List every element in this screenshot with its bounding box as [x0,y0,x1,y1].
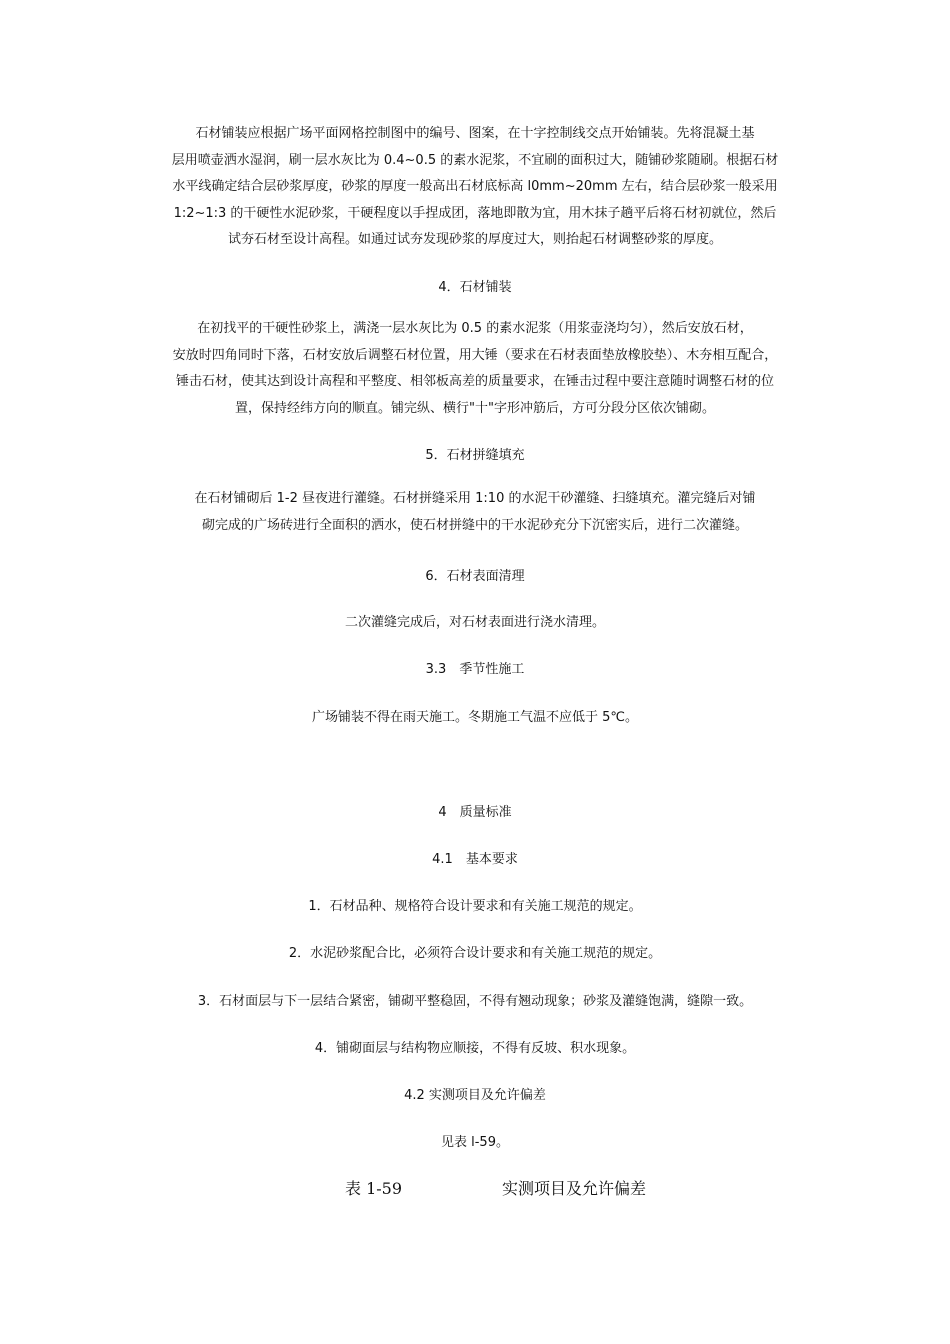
section-heading-surface-cleaning: 6．石材表面清理 [425,569,525,584]
table-caption-number: 表 1-59 [345,1179,403,1198]
text-line: 石材铺装应根据广场平面网格控制图中的编号、图案，在十字控制线交点开始铺装。先将混凝土基 [195,126,755,141]
requirement-item-3: 3．石材面层与下一层结合紧密，铺砌平整稳固，不得有翘动现象；砂浆及灌缝饱满，缝隙一致。 [197,994,753,1009]
section-heading-seasonal-construction: 3.3 季节性施工 [425,662,525,677]
paragraph-seasonal-construction: 广场铺装不得在雨天施工。冬期施工气温不应低于 5℃。 [311,710,638,725]
paragraph-stone-laying-method [140,121,810,254]
text-line: 砌完成的广场砖进行全面积的洒水，使石材拼缝中的干水泥砂充分下沉密实后，进行二次灌缝。 [201,517,748,533]
text-line: 水平线确定结合层砂浆厚度，砂浆的厚度一般高出石材底标高 l0mm~20mm 左右，结合层砂浆一般采用 [172,179,778,194]
chapter-heading-quality-standard: 4 质量标准 [438,805,512,820]
table-reference-text: 见表 l-59。 [441,1135,509,1150]
text-line: 试夯石材至设计高程。如通过试夯发现砂浆的厚度过大，则抬起石材调整砂浆的厚度。 [227,232,722,247]
text-line: 1:2~1:3 的干硬性水泥砂浆，干硬程度以手捏成团，落地即散为宜，用木抹子趟平后将石材初就位，然后 [173,205,777,221]
text-line: 在石材铺砌后 1-2 昼夜进行灌缝。石材拼缝采用 1:10 的水泥干砂灌缝、扫缝填充。灌完缝后对铺 [194,491,756,506]
section-heading-basic-requirements: 4.1 基本要求 [432,852,518,867]
table-caption-title: 实测项目及允许偏差 [502,1179,647,1198]
section-heading-measured-items: 4.2 实测项目及允许偏差 [404,1088,546,1103]
section-heading-joint-filling: 5．石材拼缝填充 [425,448,525,463]
requirement-item-1: 1．石材品种、规格符合设计要求和有关施工规范的规定。 [308,899,642,914]
requirement-item-2: 2．水泥砂浆配合比，必须符合设计要求和有关施工规范的规定。 [288,946,662,961]
section-heading-stone-paving: 4．石材铺装 [438,280,512,295]
text-line: 安放时四角同时下落，石材安放后调整石材位置，用大锤（要求在石材表面垫放橡胶垫）、木夯相互配合， [172,347,778,363]
text-line: 在初找平的干硬性砂浆上，满浇一层水灰比为 0.5 的素水泥浆（用浆壶浇均匀），然后安放石材， [197,321,753,336]
paragraph-surface-cleaning: 二次灌缝完成后，对石材表面进行浇水清理。 [344,615,605,630]
text-line: 层用喷壶洒水湿润，刷一层水灰比为 0.4~0.5 的素水泥浆，不宜刷的面积过大，随铺砂浆随刷。根据石材 [171,152,779,168]
requirement-item-4: 4．铺砌面层与结构物应顺接，不得有反坡、积水现象。 [314,1041,636,1056]
text-line: 置，保持经纬方向的顺直。铺完纵、横行"十"字形冲筋后，方可分段分区依次铺砌。 [235,400,715,416]
paragraph-stone-paving [140,316,810,422]
paragraph-joint-filling [140,486,810,539]
text-line: 锤击石材，使其达到设计高程和平整度、相邻板高差的质量要求，在锤击过程中要注意随时调整石材的位 [175,374,774,389]
